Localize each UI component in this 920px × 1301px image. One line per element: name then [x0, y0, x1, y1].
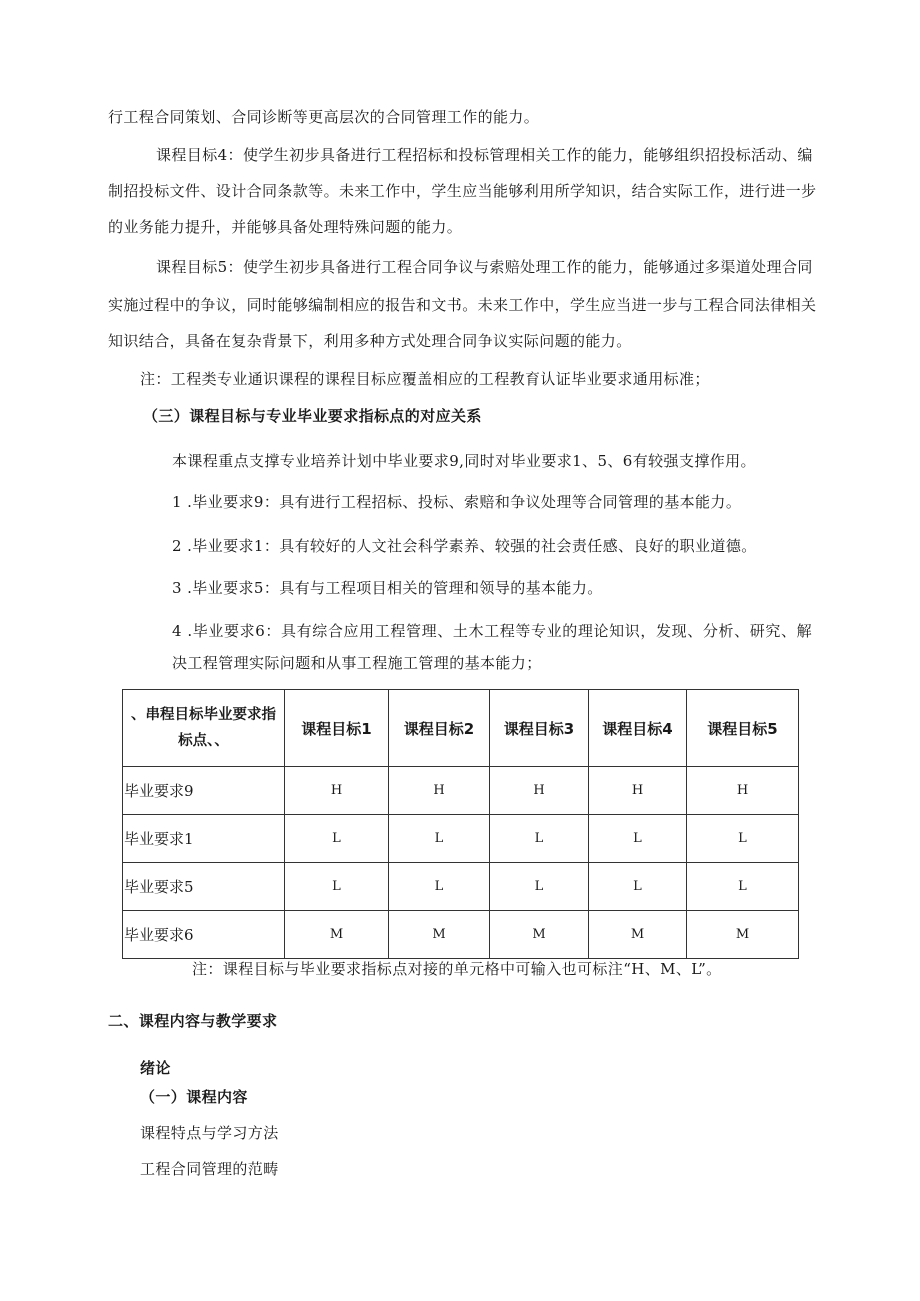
row-requirement: 毕业要求5	[123, 863, 285, 911]
goal-requirement-table	[122, 689, 799, 959]
table-cell: M	[687, 911, 799, 959]
row-requirement: 毕业要求9	[123, 767, 285, 815]
table-cell: L	[285, 815, 389, 863]
table-corner-cell	[123, 690, 285, 767]
intro-heading: 绪论	[140, 1059, 171, 1077]
table-header-row	[123, 690, 799, 767]
table-cell: H	[687, 767, 799, 815]
table-note: 注：课程目标与毕业要求指标点对接的单元格中可输入也可标注“H、M、L”。	[192, 960, 722, 978]
table-cell: L	[687, 815, 799, 863]
table-cell: M	[589, 911, 687, 959]
table-cell: L	[589, 863, 687, 911]
table-cell: L	[687, 863, 799, 911]
table-cell: L	[589, 815, 687, 863]
paragraph-continuation: 行工程合同策划、合同诊断等更高层次的合同管理工作的能力。	[108, 108, 540, 126]
requirement-item-3: 3 .毕业要求5：具有与工程项目相关的管理和领导的基本能力。	[172, 579, 603, 597]
table-row	[123, 815, 799, 863]
requirement-item-4-cont: 决工程管理实际问题和从事工程施工管理的基本能力；	[172, 654, 542, 672]
header-goal-1: 课程目标1	[285, 690, 389, 767]
note-general-standard: 注：工程类专业通识课程的课程目标应覆盖相应的工程教育认证毕业要求通用标准；	[140, 370, 710, 388]
table-row	[123, 767, 799, 815]
section3-heading: （三）课程目标与专业毕业要求指标点的对应关系	[143, 407, 482, 425]
table-cell: H	[490, 767, 589, 815]
table-cell: M	[389, 911, 490, 959]
table-row	[123, 911, 799, 959]
table-cell: M	[285, 911, 389, 959]
corner-line-2: 标点、、	[178, 733, 229, 749]
header-goal-3: 课程目标3	[490, 690, 589, 767]
content-item: 课程特点与学习方法	[140, 1124, 279, 1142]
goal4-line-1: 课程目标4：使学生初步具备进行工程招标和投标管理相关工作的能力，能够组织招投标活动、编	[156, 146, 813, 164]
table-cell: H	[389, 767, 490, 815]
requirement-item-1: 1 .毕业要求9：具有进行工程招标、投标、索赔和争议处理等合同管理的基本能力。	[172, 493, 742, 511]
row-requirement: 毕业要求1	[123, 815, 285, 863]
section3-intro: 本课程重点支撑专业培养计划中毕业要求9,同时对毕业要求1、5、6有较强支撑作用。	[172, 452, 756, 470]
goal5-line-2: 实施过程中的争议，同时能够编制相应的报告和文书。未来工作中，学生应当进一步与工程合同法律相关	[108, 296, 817, 314]
corner-line-1: 、串程目标毕业要求指	[131, 707, 276, 723]
table-cell: M	[490, 911, 589, 959]
header-goal-5: 课程目标5	[687, 690, 799, 767]
table-cell: L	[389, 815, 490, 863]
course-content-heading: （一）课程内容	[140, 1088, 248, 1106]
table-cell: L	[490, 815, 589, 863]
header-goal-4: 课程目标4	[589, 690, 687, 767]
header-goal-2: 课程目标2	[389, 690, 490, 767]
goal5-line-3: 知识结合，具备在复杂背景下，利用多种方式处理合同争议实际问题的能力。	[108, 332, 632, 350]
table-row	[123, 863, 799, 911]
goal4-line-2: 制招投标文件、设计合同条款等。未来工作中，学生应当能够利用所学知识，结合实际工作，进行进一步	[108, 182, 817, 200]
requirement-item-2: 2 .毕业要求1：具有较好的人文社会科学素养、较强的社会责任感、良好的职业道德。	[172, 537, 757, 555]
row-requirement: 毕业要求6	[123, 911, 285, 959]
table-cell: L	[490, 863, 589, 911]
goal4-line-3: 的业务能力提升，并能够具备处理特殊问题的能力。	[108, 218, 463, 236]
table-cell: L	[285, 863, 389, 911]
content-item: 工程合同管理的范畴	[140, 1160, 279, 1178]
table-cell: H	[285, 767, 389, 815]
goal5-line-1: 课程目标5：使学生初步具备进行工程合同争议与索赔处理工作的能力，能够通过多渠道处理合同	[156, 258, 813, 276]
section-two-heading: 二、课程内容与教学要求	[108, 1012, 278, 1030]
requirement-item-4: 4 .毕业要求6：具有综合应用工程管理、土木工程等专业的理论知识，发现、分析、研究、解	[172, 622, 812, 640]
table-cell: L	[389, 863, 490, 911]
table-cell: H	[589, 767, 687, 815]
